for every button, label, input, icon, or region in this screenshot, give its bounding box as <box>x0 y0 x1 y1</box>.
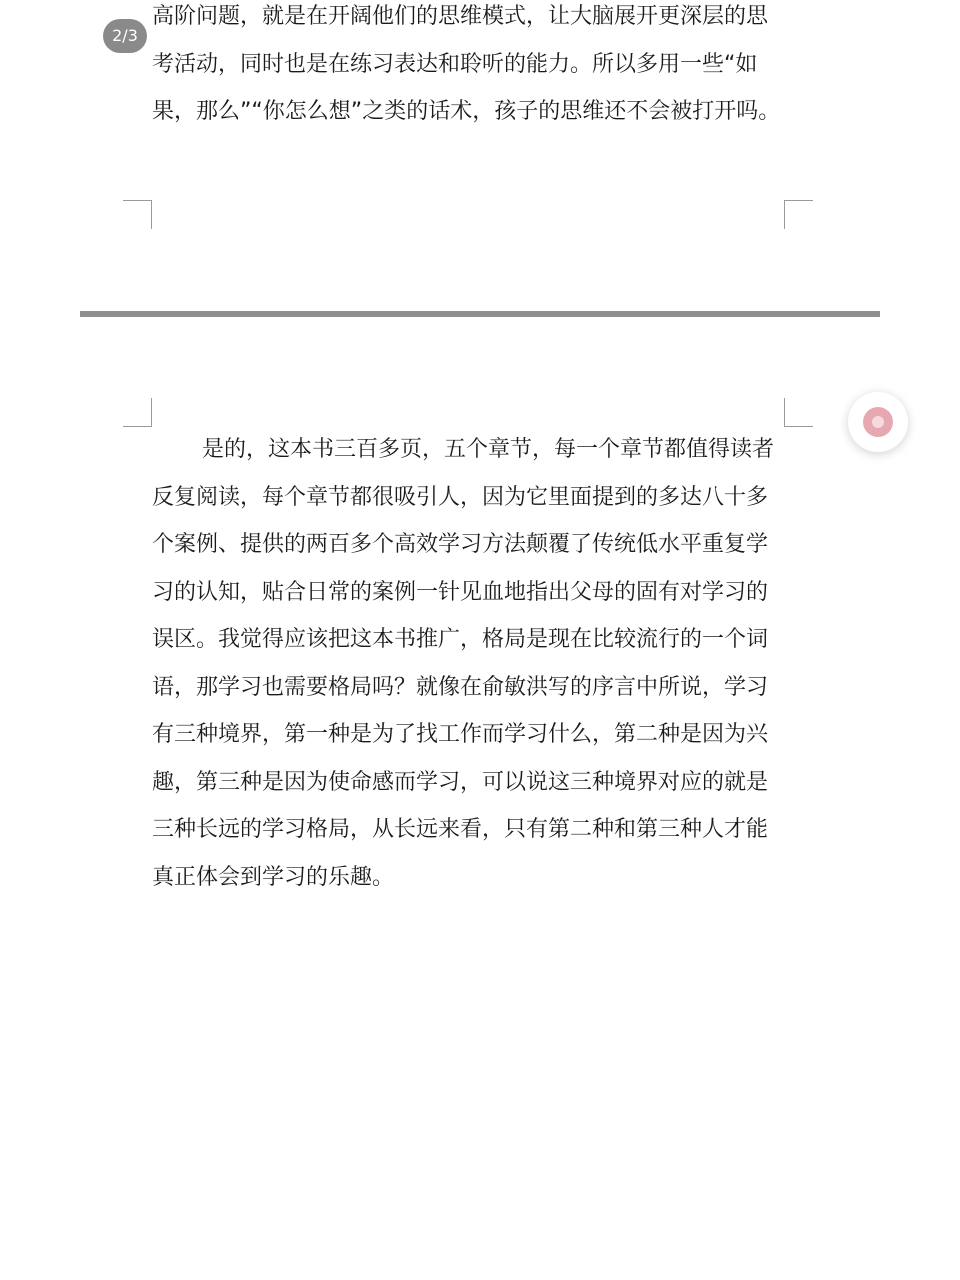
floating-assistant-icon <box>863 407 893 437</box>
paragraph: 高阶问题，就是在开阔他们的思维模式，让大脑展开更深层的思考活动，同时也是在练习表达和聆听的能力。所以多用一些“如果，那么”“你怎么想”之类的话术，孩子的思维还不会被打开吗。 <box>152 4 781 124</box>
page-separator <box>80 311 880 317</box>
margin-corner-mark <box>784 200 813 229</box>
margin-corner-mark <box>784 398 813 427</box>
margin-corner-mark <box>123 398 152 427</box>
page-2-body <box>152 0 782 136</box>
margin-corner-mark <box>123 200 152 229</box>
floating-assistant-button[interactable] <box>848 392 908 452</box>
page-3-body <box>152 426 782 901</box>
paragraph: 是的，这本书三百多页，五个章节，每一个章节都值得读者反复阅读，每个章节都很吸引人，因为它里面提到的多达八十多个案例、提供的两百多个高效学习方法颠覆了传统低水平重复学习的认知，贴合日常的案例一针见血地指出父母的固有对学习的误区。我觉得应该把这本书推广，格局是现在比较流行的一个词语，那学习也需要格局吗？就像在俞敏洪写的序言中所说，学习有三种境界，第一种是为了找工作而学习什么，第二种是因为兴趣，第三种是因为使命感而学习，可以说这三种境界对应的就是三种长远的学习格局，从长远来看，只有第二种和第三种人才能真正体会到学习的乐趣。 <box>152 437 775 890</box>
page-indicator-badge: 2/3 <box>103 19 147 53</box>
